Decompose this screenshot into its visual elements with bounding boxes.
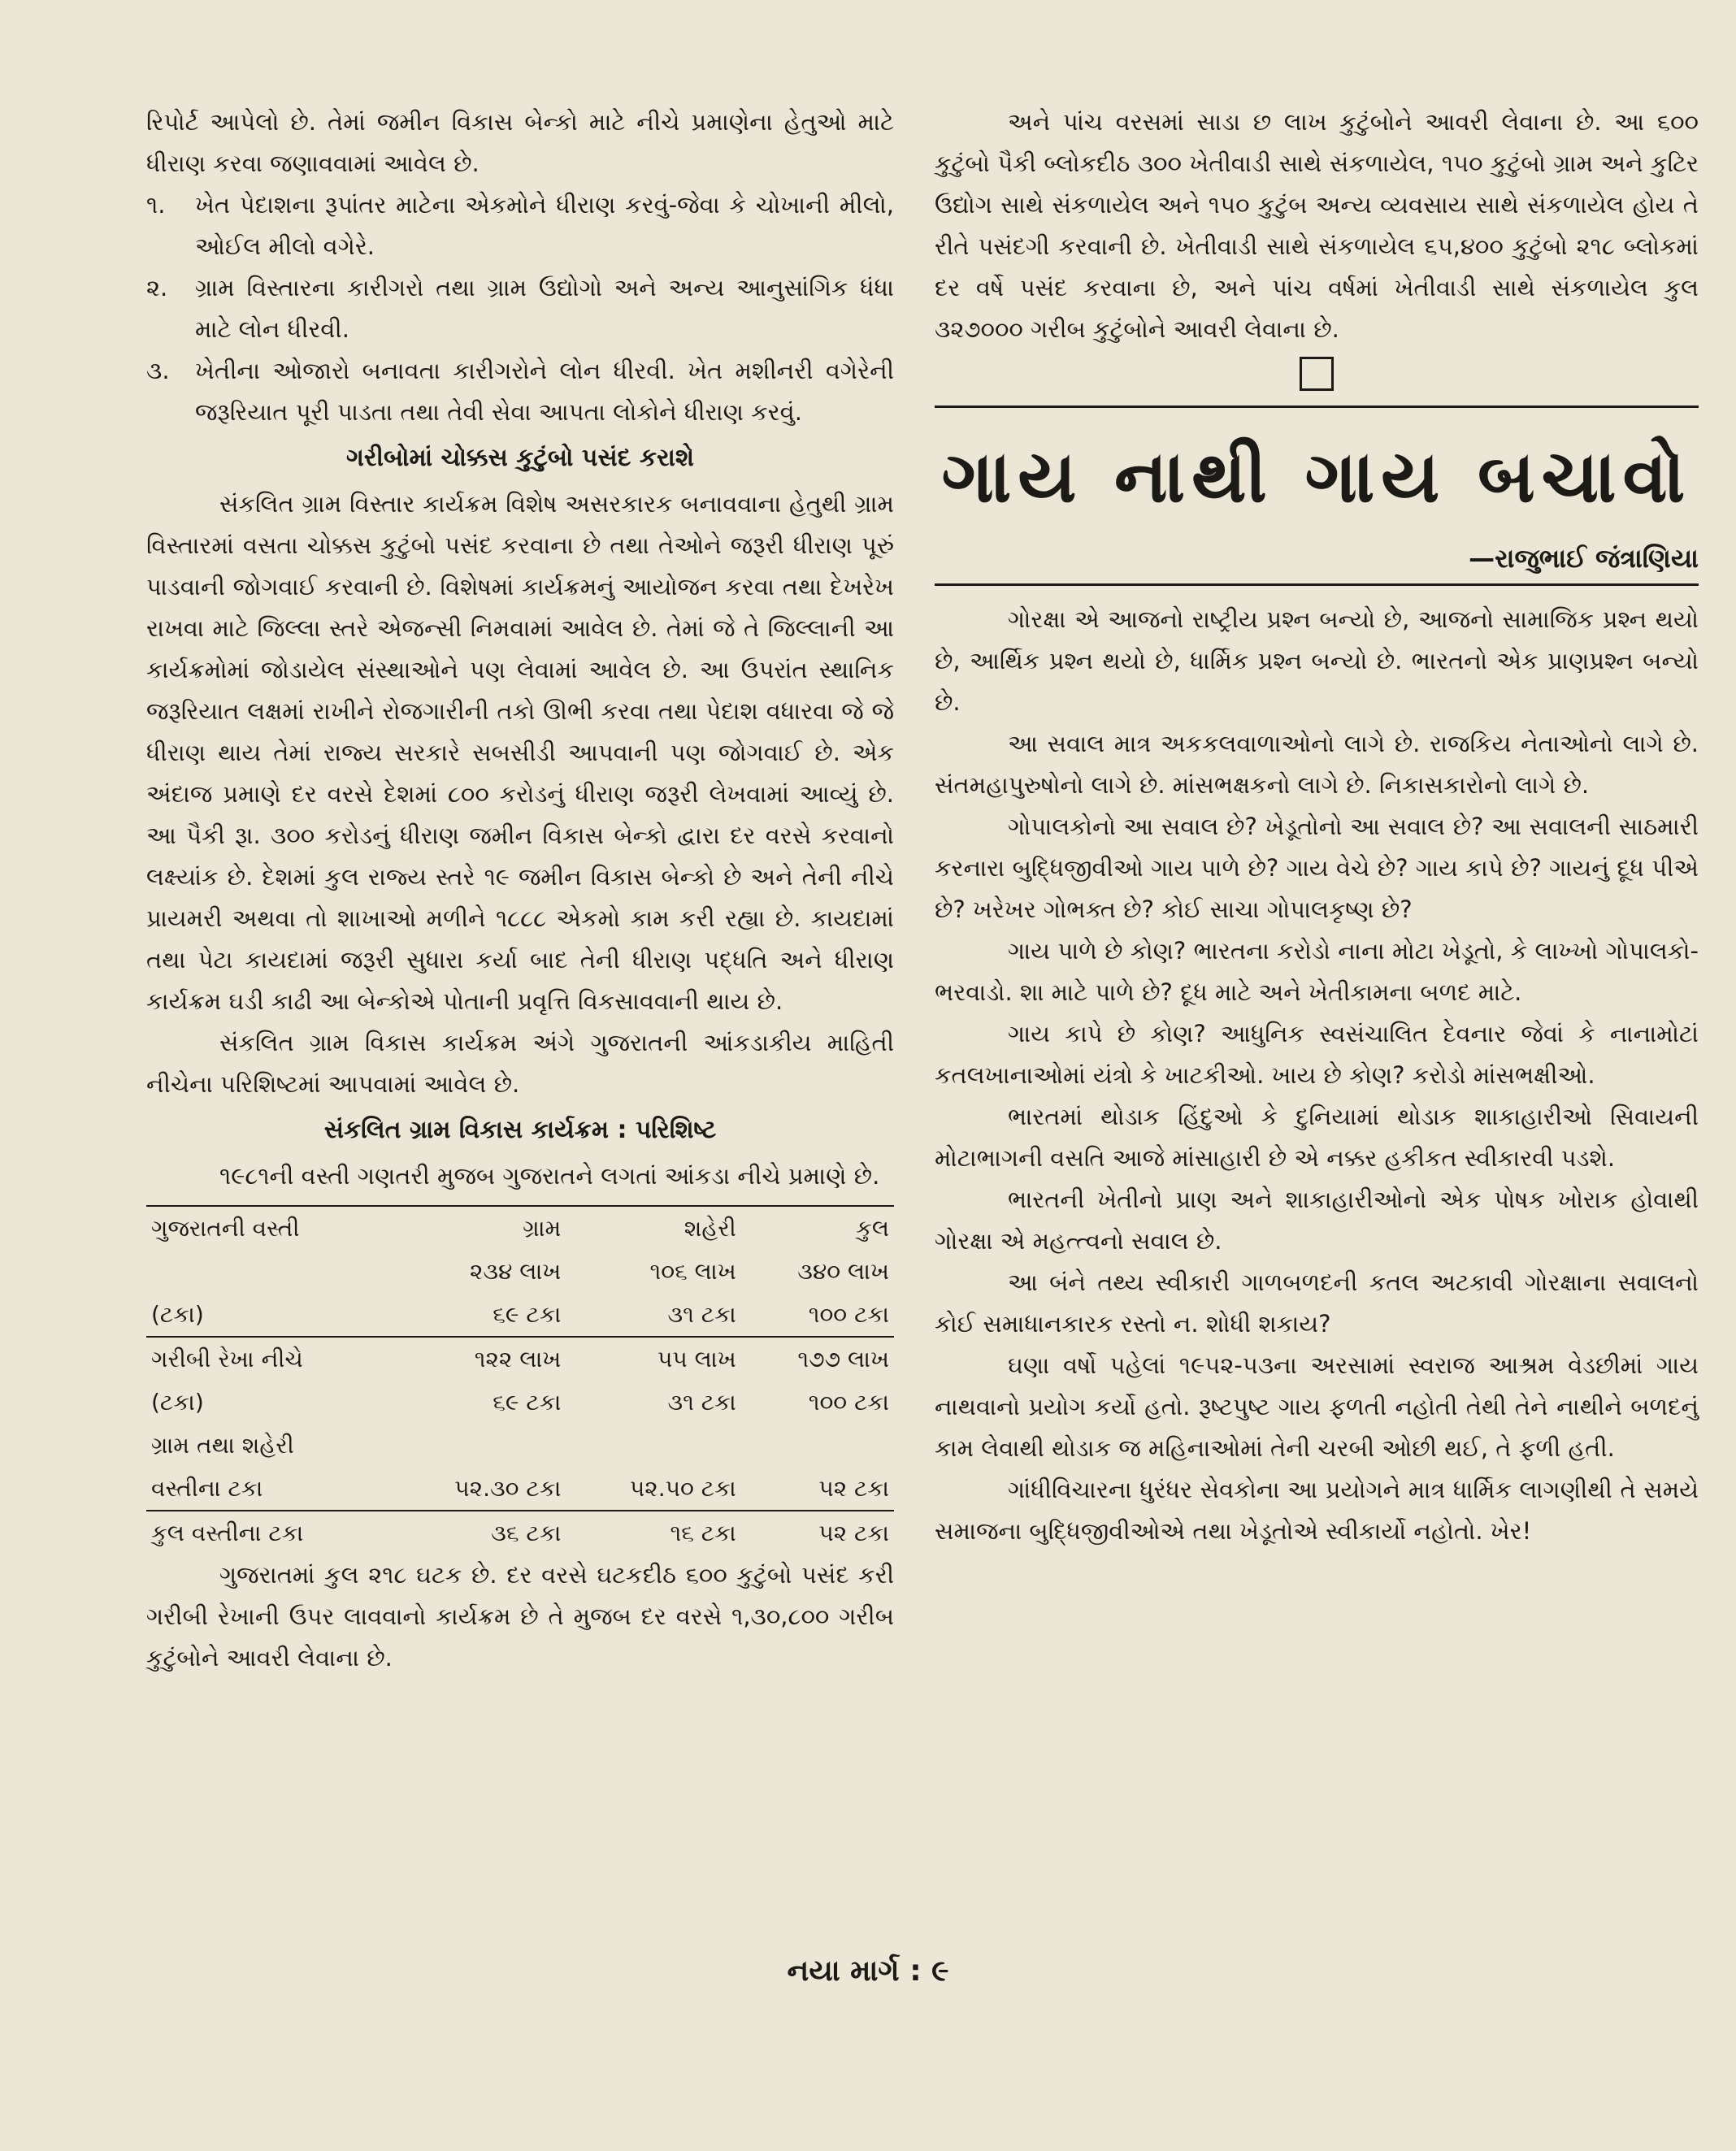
- table-cell: ૬૯ ટકા: [493, 1300, 562, 1328]
- body-paragraph: આ સવાલ માત્ર અકકલવાળાઓનો લાગે છે. રાજકિય નેતાઓનો લાગે છે. સંતમહાપુરુષોનો લાગે છે. માંસભક્ષકનો લાગે છે. નિકાસકારોનો લાગે છે.: [935, 730, 1699, 799]
- list-item: ૩. ખેતીના ઓજારો બનાવતા કારીગરોને લોન ધીરવી. ખેત મશીનરી વગેરેની જરૂરિયાત પૂરી પાડતા તથા તેવી સેવા આપતા લોકોને ધીરાણ કરવું.: [146, 357, 894, 426]
- right-column: [935, 102, 1699, 1552]
- list-item: ૨. ગ્રામ વિસ્તારના કારીગરો તથા ગ્રામ ઉદ્યોગો અને અન્ય આનુસાંગિક ધંધા માટે લોન ધીરવી.: [146, 274, 894, 343]
- table-cell: ૧૦૬ લાખ: [649, 1257, 736, 1285]
- table-row: [146, 1467, 894, 1511]
- body-paragraph: ગાંધીવિચારના ધુરંધર સેવકોના આ પ્રયોગને માત્ર ધાર્મિક લાગણીથી તે સમયે સમાજના બુદ્ધિજીવીઓએ તથા ખેડૂતોએ સ્વીકાર્યો નહોતો. ખેર!: [935, 1476, 1699, 1545]
- table-cell: ગ્રામ તથા શહેરી: [151, 1431, 294, 1459]
- article-title: ગાય નાથી ગાય બચાવો: [941, 435, 1692, 518]
- table-cell: ૫૫ લાખ: [566, 1337, 740, 1381]
- body-paragraph: ગાય પાળે છે કોણ? ભારતના કરોડો નાના મોટા ખેડૂતો, કે લાખ્ખો ગોપાલકો-ભરવાડો. શા માટે પાળે છે? દૂધ માટે અને ખેતીકામના બળદ માટે.: [935, 937, 1699, 1006]
- body-paragraph: ઘણા વર્ષો પહેલાં ૧૯૫૨-૫૩ના અરસામાં સ્વરાજ આશ્રમ વેડછીમાં ગાય નાથવાનો પ્રયોગ કર્યો હતો. રૂષ્ટપુષ્ટ ગાય ફળતી નહોતી તેથી તેને નાથીને બળદનું કામ લેવાથી થોડાક જ મહિનાઓમાં તેની ચરબી ઓછી થઈ, તે ફળી હતી.: [935, 1351, 1699, 1462]
- article-body: [935, 599, 1699, 1552]
- table-header: ગુજરાતની વસ્તી: [146, 1206, 391, 1250]
- list-item: ૧. ખેત પેદાશના રૂપાંતર માટેના એકમોને ધીરાણ કરવું-જેવા કે ચોખાની મીલો, ઓઈલ મીલો વગેરે.: [146, 191, 894, 260]
- table-cell: [741, 1424, 894, 1467]
- table-row: [146, 1511, 894, 1555]
- table-cell: [566, 1424, 740, 1467]
- section-heading: ગરીબોમાં ચોક્કસ કુટુંબો પસંદ કરાશે: [345, 444, 695, 472]
- table-header: ગ્રામ: [391, 1206, 566, 1250]
- table-cell: ૫૨ ટકા: [741, 1511, 894, 1555]
- table-cell: ૨૩૪ લાખ: [469, 1257, 562, 1285]
- body-paragraph: આ બંને તથ્ય સ્વીકારી ગાળબળદની કતલ અટકાવી ગોરક્ષાના સવાલનો કોઈ સમાધાનકારક રસ્તો ન. શોધી શકાય?: [935, 1268, 1699, 1338]
- table-cell: ૫૨.૫૦ ટકા: [629, 1474, 736, 1502]
- divider: [935, 405, 1699, 408]
- table-cell: (ટકા): [151, 1300, 204, 1328]
- table-cell: ૧૨૨ લાખ: [391, 1337, 566, 1381]
- section-end-mark: [1300, 357, 1334, 391]
- table-cell: ૧૦૦ ટકા: [808, 1300, 889, 1328]
- table-header: શહેરી: [566, 1206, 740, 1250]
- body-paragraph: ભારતમાં થોડાક હિંદુઓ કે દુનિયામાં થોડાક શાકાહારીઓ સિવાયની મોટાભાગની વસતિ આજે માંસાહારી છે એ નક્કર હકીકત સ્વીકારવી પડશે.: [935, 1103, 1699, 1172]
- table-cell: ગરીબી રેખા નીચે: [146, 1337, 391, 1381]
- table-cell: [146, 1250, 391, 1293]
- population-table: [146, 1205, 894, 1555]
- table-cell: ૧૬ ટકા: [566, 1511, 740, 1555]
- table-header: કુલ: [741, 1206, 894, 1250]
- body-paragraph: સંકલિત ગ્રામ વિસ્તાર કાર્યક્રમ વિશેષ અસરકારક બનાવવાના હેતુથી ગ્રામ વિસ્તારમાં વસતા ચોક્કસ કુટુંબો પસંદ કરવાના છે તથા તેઓને જરૂરી ધીરાણ પૂરું પાડવાની જોગવાઈ કરવાની છે. વિશેષમાં કાર્યક્રમનું આયોજન કરવા તથા દેખરેખ રાખવા માટે જિલ્લા સ્તરે એજન્સી નિમવામાં આવેલ છે. તેમાં જે તે જિલ્લાની આ કાર્યક્રમોમાં જોડાયેલ સંસ્થાઓને પણ લેવામાં આવેલ છે. આ ઉપરાંત સ્થાનિક જરૂરિયાત લક્ષમાં રાખીને રોજગારીની તકો ઊભી કરવા તથા પેદાશ વધારવા જે જે ધીરાણ થાય તેમાં રાજ્ય સરકારે સબસીડી આપવાની પણ જોગવાઈ છે. એક અંદાજ પ્રમાણે દર વરસે દેશમાં ૮૦૦ કરોડનું ધીરાણ જરૂરી લેખવામાં આવ્યું છે. આ પૈકી રૂા. ૩૦૦ કરોડનું ધીરાણ જમીન વિકાસ બેન્કો દ્વારા દર વરસે કરવાનો લક્ષ્યાંક છે. દેશમાં કુલ રાજ્ય સ્તરે ૧૯ જમીન વિકાસ બેન્કો છે અને તેની નીચે પ્રાયમરી અથવા તો શાખાઓ મળીને ૧૮૮૮ એકમો કામ કરી રહ્યા છે. કાયદામાં તથા પેટા કાયદામાં જરૂરી સુધારા કર્યા બાદ તેની ધીરાણ પદ્ધતિ અને ધીરાણ કાર્યક્રમ ઘડી કાઢી આ બેન્કોએ પોતાની પ્રવૃત્તિ વિકસાવવાની થાય છે.: [146, 490, 894, 1015]
- table-cell: ૫૨ ટકા: [818, 1474, 889, 1502]
- table-cell: ૩૪૦ લાખ: [797, 1257, 889, 1285]
- body-paragraph: ગોરક્ષા એ આજનો રાષ્ટ્રીય પ્રશ્ન બન્યો છે, આજનો સામાજિક પ્રશ્ન થયો છે, આર્થિક પ્રશ્ન થયો છે, ધાર્મિક પ્રશ્ન બન્યો છે. ભારતનો એક પ્રાણપ્રશ્ન બન્યો છે.: [935, 605, 1699, 716]
- appendix-heading: સંકલિત ગ્રામ વિકાસ કાર્યક્રમ : પરિશિષ્ટ: [323, 1116, 717, 1144]
- table-cell: ૧૦૦ ટકા: [808, 1388, 889, 1416]
- table-header-row: [146, 1206, 894, 1250]
- table-cell: ૫૨.૩૦ ટકા: [454, 1474, 562, 1502]
- intro-paragraph: રિપોર્ટ આપેલો છે. તેમાં જમીન વિકાસ બેન્કો માટે નીચે પ્રમાણેના હેતુઓ માટે ધીરાણ કરવા જણાવવામાં આવેલ છે.: [146, 108, 894, 177]
- table-row: [146, 1381, 894, 1424]
- table-cell: (ટકા): [151, 1388, 204, 1416]
- table-cell: ૬૯ ટકા: [493, 1388, 562, 1416]
- page-footer: નયા માર્ગ : ૯: [787, 1954, 949, 1988]
- divider: [935, 583, 1699, 586]
- purpose-list: [146, 184, 894, 433]
- body-paragraph: ભારતની ખેતીનો પ્રાણ અને શાકાહારીઓનો એક પોષક ખોરાક હોવાથી ગોરક્ષા એ મહત્ત્વનો સવાલ છે.: [935, 1186, 1699, 1255]
- article-author: —રાજુભાઈ જંત્રાણિયા: [1469, 543, 1699, 574]
- table-cell: ૩૬ ટકા: [391, 1511, 566, 1555]
- body-paragraph: ગાય કાપે છે કોણ? આધુનિક સ્વસંચાલિત દેવનાર જેવાં કે નાનામોટાં કતલખાનાઓમાં યંત્રો કે ખાટકીઓ. ખાય છે કોણ? કરોડો માંસભક્ષીઓ.: [935, 1020, 1699, 1089]
- body-paragraph: સંકલિત ગ્રામ વિકાસ કાર્યક્રમ અંગે ગુજરાતની આંકડાકીય માહિતી નીચેના પરિશિષ્ટમાં આપવામાં આવેલ છે.: [146, 1029, 894, 1098]
- table-cell: ૩૧ ટકા: [667, 1388, 736, 1416]
- table-row: [146, 1337, 894, 1381]
- body-paragraph: ૧૯૮૧ની વસ્તી ગણતરી મુજબ ગુજરાતને લગતાં આંકડા નીચે પ્રમાણે છે.: [219, 1162, 880, 1190]
- body-paragraph: ગોપાલકોનો આ સવાલ છે? ખેડૂતોનો આ સવાલ છે? આ સવાલની સાઠમારી કરનારા બુદ્ધિજીવીઓ ગાય પાળે છે? ગાય વેચે છે? ગાય કાપે છે? ગાયનું દૂધ પીએ છે? ખરેખર ગોભક્ત છે? કોઈ સાચા ગોપાલકૃષ્ણ છે?: [935, 813, 1699, 923]
- table-row: [146, 1250, 894, 1293]
- table-cell: [391, 1424, 566, 1467]
- table-row: [146, 1293, 894, 1337]
- continued-paragraph: અને પાંચ વરસમાં સાડા છ લાખ કુટુંબોને આવરી લેવાના છે. આ ૬૦૦ કુટુંબો પૈકી બ્લોકદીઠ ૩૦૦ ખેતીવાડી સાથે સંકળાયેલ, ૧૫૦ કુટુંબો ગ્રામ અને કુટિર ઉદ્યોગ સાથે સંકળાયેલ અને ૧૫૦ કુટુંબ અન્ય વ્યવસાય સાથે સંકળાયેલ હોય તે રીતે પસંદગી કરવાની છે. ખેતીવાડી સાથે સંકળાયેલ ૬૫,૪૦૦ કુટુંબો ૨૧૮ બ્લોકમાં દર વર્ષે પસંદ કરવાના છે, અને પાંચ વર્ષમાં ખેતીવાડી સાથે સંકળાયેલ કુલ ૩૨૭૦૦૦ ગરીબ કુટુંબોને આવરી લેવાના છે.: [935, 108, 1699, 343]
- table-cell: ૩૧ ટકા: [667, 1300, 736, 1328]
- table-cell: વસ્તીના ટકા: [151, 1474, 263, 1502]
- table-row: [146, 1424, 894, 1467]
- body-paragraph: ગુજરાતમાં કુલ ૨૧૮ ઘટક છે. દર વરસે ઘટકદીઠ ૬૦૦ કુટુંબો પસંદ કરી ગરીબી રેખાની ઉપર લાવવાનો કાર્યક્રમ છે તે મુજબ દર વરસે ૧,૩૦,૮૦૦ ગરીબ કુટુંબોને આવરી લેવાના છે.: [146, 1561, 894, 1672]
- left-column: [146, 102, 894, 1679]
- table-cell: કુલ વસ્તીના ટકા: [146, 1511, 391, 1555]
- table-cell: ૧૭૭ લાખ: [741, 1337, 894, 1381]
